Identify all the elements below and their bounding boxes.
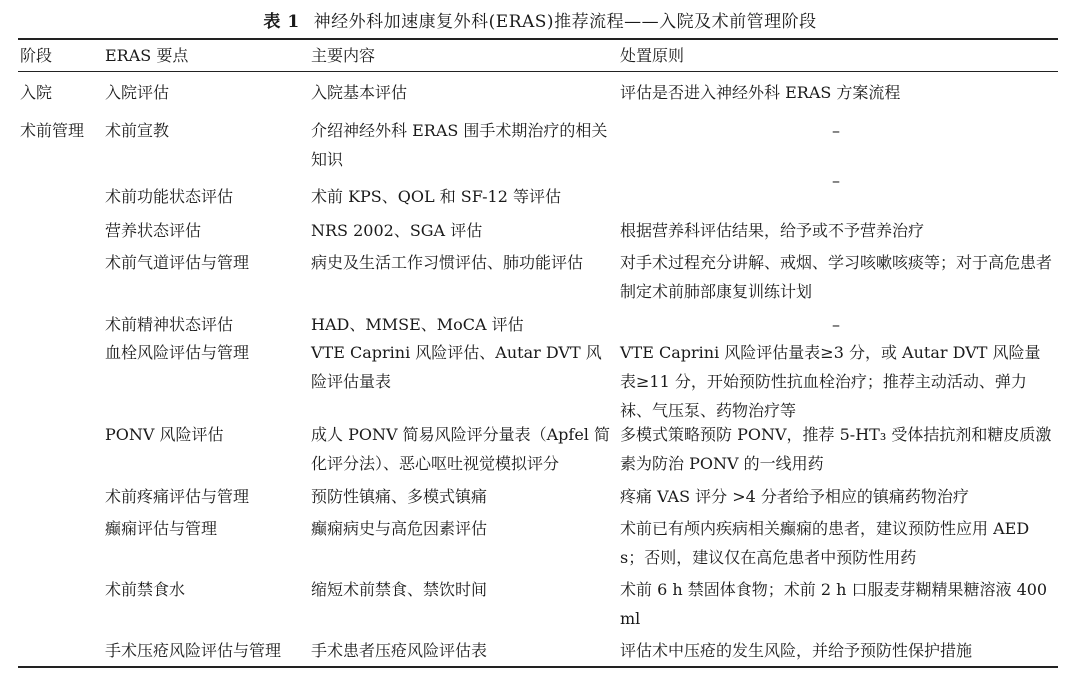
cell-point: 术前疼痛评估与管理: [105, 487, 250, 506]
cell-principle: 多模式策略预防 PONV，推荐 5-HT₃ 受体拮抗剂和糖皮质激素为防治 PONV 的一线用药: [620, 425, 1052, 473]
cell-point: 术前宣教: [105, 121, 170, 140]
table-title: 神经外科加速康复外科(ERAS)推荐流程——入院及术前管理阶段: [313, 12, 817, 32]
cell-content: 预防性镇痛、多模式镇痛: [311, 487, 488, 506]
cell-point: 术前精神状态评估: [105, 315, 234, 334]
cell-content: 术前 KPS、QOL 和 SF-12 等评估: [311, 187, 561, 206]
cell-principle: 对手术过程充分讲解、戒烟、学习咳嗽咳痰等；对于高危患者制定术前肺部康复训练计划: [620, 253, 1053, 301]
cell-content: 癫痫病史与高危因素评估: [311, 519, 488, 538]
cell-point: 手术压疮风险评估与管理: [105, 641, 282, 660]
cell-principle: 根据营养科评估结果，给予或不予营养治疗: [620, 221, 925, 240]
cell-principle: –: [832, 171, 840, 190]
cell-content: 手术患者压疮风险评估表: [311, 641, 488, 660]
cell-point: 营养状态评估: [105, 221, 202, 240]
cell-principle: 术前 6 h 禁固体食物；术前 2 h 口服麦芽糊精果糖溶液 400 ml: [620, 580, 1048, 628]
cell-principle: VTE Caprini 风险评估量表≥3 分，或 Autar DVT 风险量表≥11 分，开始预防性抗血栓治疗；推荐主动活动、弹力袜、气压泵、药物治疗等: [620, 343, 1041, 420]
cell-content: HAD、MMSE、MoCA 评估: [311, 315, 524, 334]
cell-principle: 疼痛 VAS 评分 >4 分者给予相应的镇痛药物治疗: [620, 487, 969, 506]
cell-content: VTE Caprini 风险评估、Autar DVT 风险评估量表: [311, 343, 602, 391]
cell-point: 术前功能状态评估: [105, 187, 234, 206]
cell-stage: 术前管理: [20, 121, 85, 140]
cell-principle: –: [832, 315, 840, 334]
header-eras-point: ERAS 要点: [105, 46, 189, 65]
cell-content: 入院基本评估: [311, 83, 408, 102]
cell-point: 入院评估: [105, 83, 170, 102]
cell-content: NRS 2002、SGA 评估: [311, 221, 483, 240]
cell-point: 术前禁食水: [105, 580, 186, 599]
table-caption: [0, 7, 1080, 32]
cell-content: 缩短术前禁食、禁饮时间: [311, 580, 488, 599]
cell-point: 癫痫评估与管理: [105, 519, 218, 538]
cell-content: 病史及生活工作习惯评估、肺功能评估: [311, 253, 584, 272]
cell-principle: –: [832, 121, 840, 140]
cell-principle: 评估术中压疮的发生风险，并给予预防性保护措施: [620, 641, 973, 660]
cell-stage: 入院: [20, 83, 53, 102]
header-rule: [18, 71, 1058, 72]
header-principle: 处置原则: [620, 46, 685, 65]
cell-point: 血栓风险评估与管理: [105, 343, 250, 362]
header-stage: 阶段: [20, 46, 53, 65]
cell-content: 介绍神经外科 ERAS 围手术期治疗的相关知识: [311, 121, 608, 169]
cell-point: 术前气道评估与管理: [105, 253, 250, 272]
cell-principle: 术前已有颅内疾病相关癫痫的患者，建议预防性应用 AEDs；否则，建议仅在高危患者中预防性用药: [620, 519, 1030, 567]
header-content: 主要内容: [311, 46, 376, 65]
top-rule: [18, 38, 1058, 40]
cell-principle: 评估是否进入神经外科 ERAS 方案流程: [620, 83, 901, 102]
cell-content: 成人 PONV 简易风险评分量表（Apfel 简化评分法）、恶心呕吐视觉模拟评分: [311, 425, 611, 473]
bottom-rule: [18, 666, 1058, 668]
table-number: 表 1: [263, 12, 300, 32]
cell-point: PONV 风险评估: [105, 425, 224, 444]
